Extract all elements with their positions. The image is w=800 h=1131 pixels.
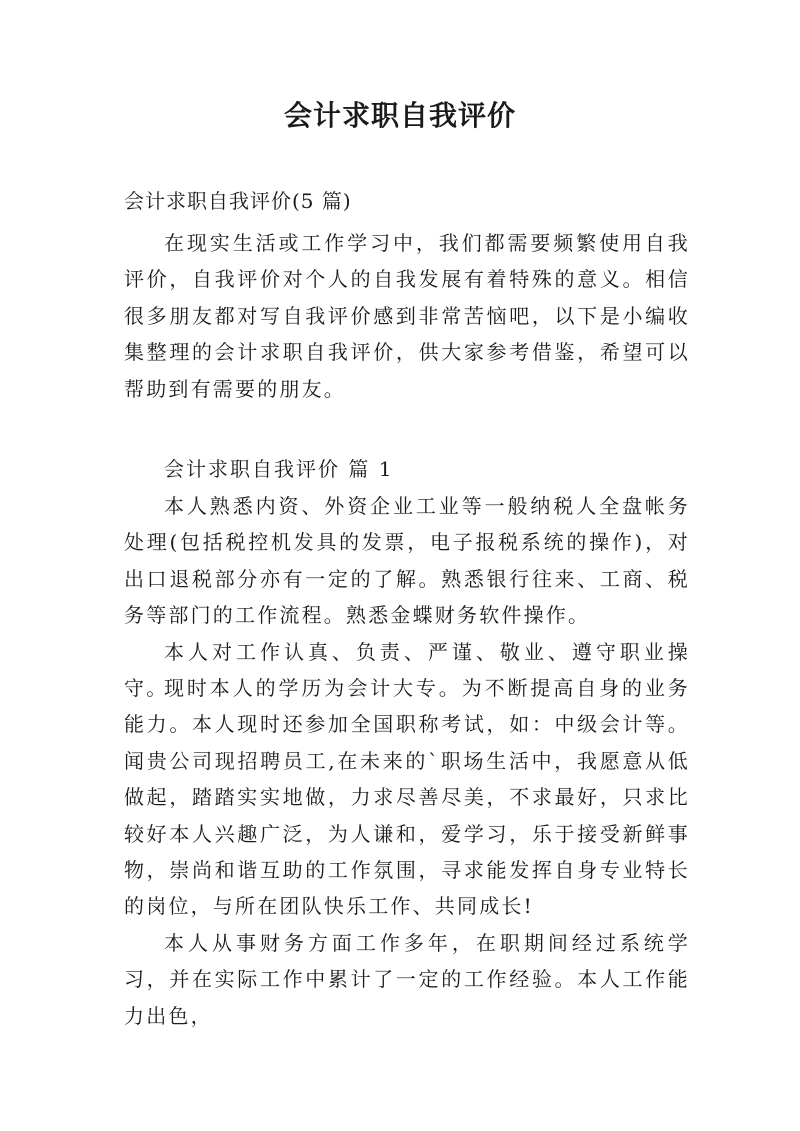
body-paragraph: 本人对工作认真、负责、严谨、敬业、遵守职业操守。 [124, 640, 690, 701]
intro-paragraph: 在现实生活或工作学习中，我们都需要频繁使用自我评价，自我评价对个人的自我发展有着特殊的意义。相信很多朋友都对写自我评价感到非常苦恼吧，以下是小编收集整理的会计求职自我评价，供大家参考借鉴，希望可以帮助到有需要的朋友。 [124, 231, 690, 401]
body-paragraph: 现时本人的学历为会计大专。为不断提高自身的业务能力。本人现时还参加全国职称考试，如：中级会计等。闻贵公司现招聘员工,在未来的`职场生活中，我愿意从低做起，踏踏实实地做，力求尽善尽美，不求最好，只求比较好本人兴趣广泛，为人谦和，爱学习，乐于接受新鲜事物，崇尚和谐互助的工作氛围，寻求能发挥自身专业特长的岗位，与所在团队快乐工作、共同成长! [124, 676, 690, 919]
body-paragraph: 本人熟悉内资、外资企业工业等一般纳税人全盘帐务处理(包括税控机发具的发票，电子报税系统的操作)，对出口退税部分亦有一定的了解。熟悉银行往来、工商、税务等部门的工作流程。熟悉金蝶财务软件操作。 [124, 494, 690, 628]
document-subtitle: 会计求职自我评价(5 篇) [124, 189, 352, 213]
document-title: 会计求职自我评价 [283, 99, 516, 132]
body-paragraph: 本人从事财务方面工作多年，在职期间经过系统学习，并在实际工作中累计了一定的工作经验。本人工作能力出色， [124, 931, 690, 1028]
section-heading: 会计求职自我评价 篇 1 [164, 457, 394, 481]
